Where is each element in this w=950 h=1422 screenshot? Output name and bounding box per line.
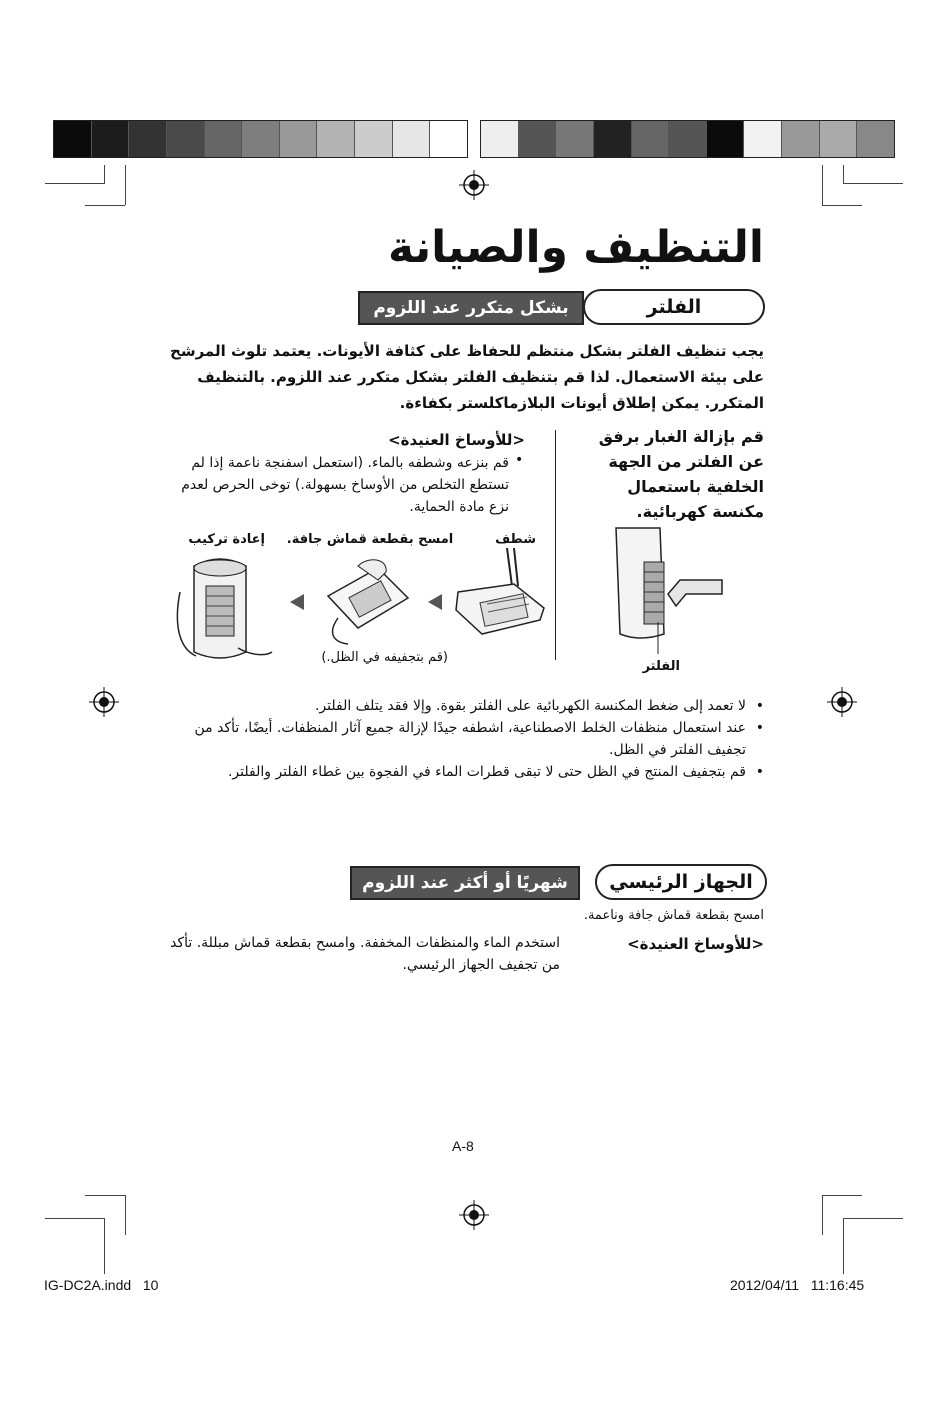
section-heading-filter: الفلتر — [583, 289, 765, 325]
color-swatch — [92, 121, 130, 157]
list-item: • لا تعمد إلى ضغط المكنسة الكهربائية على الفلتر بقوة. وإلا فقد يتلف الفلتر. — [159, 695, 764, 717]
schedule-badge-main-unit: شهريًا أو أكثر عند اللزوم — [350, 866, 580, 900]
color-bar-left — [53, 120, 468, 158]
color-swatch — [129, 121, 167, 157]
color-swatch — [594, 121, 632, 157]
registration-mark-icon — [827, 687, 857, 717]
crop-mark — [843, 165, 844, 183]
color-swatch — [280, 121, 318, 157]
filter-notes-list — [159, 695, 764, 783]
schedule-badge-filter: بشكل متكرر عند اللزوم — [358, 291, 584, 325]
vacuum-instruction: قم بإزالة الغبار برفق عن الفلتر من الجهة الخلفية باستعمال مكنسة كهربائية. — [598, 427, 764, 521]
filter-wipe-illustration — [318, 558, 418, 648]
crop-mark — [822, 165, 823, 205]
color-swatch — [167, 121, 205, 157]
page-title: التنظيف والصيانة — [387, 222, 764, 273]
color-swatch — [632, 121, 670, 157]
crop-mark — [843, 1218, 903, 1219]
color-swatch — [857, 121, 894, 157]
crop-mark — [45, 183, 105, 184]
vacuum-cleaning-illustration — [610, 526, 728, 658]
step-label-wipe: امسح بقطعة قماش جافة. — [286, 532, 454, 547]
color-swatch — [355, 121, 393, 157]
step-label-rinse: شطف — [495, 532, 536, 547]
color-swatch — [744, 121, 782, 157]
crop-mark — [822, 205, 862, 206]
color-swatch — [669, 121, 707, 157]
crop-mark — [822, 1195, 823, 1235]
main-unit-intro: امسح بقطعة قماش جافة وناعمة. — [583, 908, 764, 923]
registration-mark-icon — [89, 687, 119, 717]
crop-mark — [125, 1195, 126, 1235]
section-heading-main-unit: الجهاز الرئيسي — [595, 864, 767, 900]
registration-mark-icon — [459, 1200, 489, 1230]
color-swatch — [782, 121, 820, 157]
color-swatch — [205, 121, 243, 157]
color-swatch — [54, 121, 92, 157]
list-item: • قم بتجفيف المنتج في الظل حتى لا تبقى قطرات الماء في الفجوة بين غطاء الفلتر والفلتر. — [159, 761, 764, 783]
crop-mark — [104, 165, 105, 183]
column-divider — [555, 430, 556, 660]
color-swatch — [242, 121, 280, 157]
filter-reinstall-illustration — [176, 552, 276, 670]
crop-mark — [45, 1218, 105, 1219]
filter-rinse-illustration — [452, 548, 550, 638]
main-unit-stain-heading: <للأوساخ العنيدة> — [627, 935, 764, 953]
crop-mark — [85, 1195, 125, 1196]
step-label-reinstall: إعادة تركيب — [188, 532, 265, 547]
registration-mark-icon — [459, 170, 489, 200]
crop-mark — [822, 1195, 862, 1196]
color-swatch — [820, 121, 858, 157]
crop-mark — [843, 1218, 844, 1274]
color-swatch — [519, 121, 557, 157]
crop-mark — [125, 165, 126, 205]
crop-mark — [104, 1218, 105, 1274]
crop-mark — [843, 183, 903, 184]
color-bar-right — [480, 120, 895, 158]
main-unit-stain-text: استخدم الماء والمنظفات المخففة. وامسح بقطعة قماش مبللة. تأكد من تجفيف الجهاز الرئيسي. — [170, 935, 560, 973]
color-swatch — [430, 121, 467, 157]
stain-instruction: قم بنزعه وشطفه بالماء. (استعمل اسفنجة ناعمة إذا لم تستطع التخلص من الأوساخ بسهولة.) توخى الحرص لعدم نزع مادة الحماية. — [181, 455, 509, 515]
color-swatch — [317, 121, 355, 157]
arrow-left-icon — [428, 594, 442, 610]
color-swatch — [481, 121, 519, 157]
color-swatch — [393, 121, 431, 157]
filter-intro-text: يجب تنظيف الفلتر بشكل منتظم للحفاظ على كثافة الأيونات. يعتمد تلوث المرشح على بيئة الاستعمال. لذا قم بتنظيف الفلتر بشكل متكرر عند اللزوم. بالتنظيف المتكرر. يمكن إطلاق أيونات البلازماكلستر بكفاءة. — [170, 342, 764, 412]
filter-callout-label: الفلتر — [642, 659, 680, 674]
dry-in-shade-note: (قم بتجفيفه في الظل.) — [321, 650, 448, 665]
footer-file-name: IG-DC2A.indd 10 — [44, 1277, 159, 1293]
color-swatch — [707, 121, 745, 157]
arrow-left-icon — [290, 594, 304, 610]
crop-mark — [85, 205, 125, 206]
list-item: • عند استعمال منظفات الخلط الاصطناعية، اشطفه جيدًا لإزالة جميع آثار المنظفات. أيضًا، تأكد من تجفيف الفلتر في الظل. — [159, 717, 764, 761]
color-swatch — [556, 121, 594, 157]
bullet-dot: • — [515, 452, 524, 468]
footer-timestamp: 2012/04/11 11:16:45 — [730, 1277, 865, 1293]
page-number: A-8 — [452, 1138, 474, 1154]
stain-heading: <للأوساخ العنيدة> — [388, 431, 525, 449]
